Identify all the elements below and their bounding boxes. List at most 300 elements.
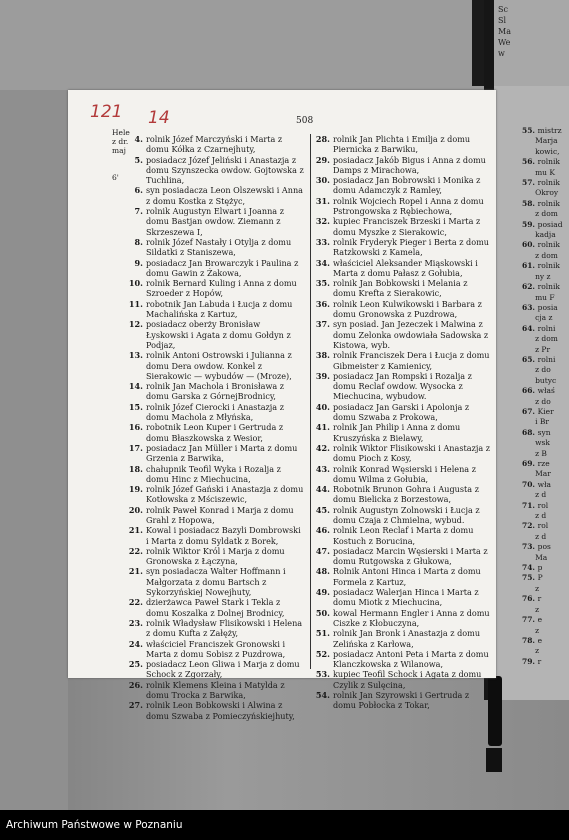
fragment-line (522, 272, 569, 282)
fragment-line (112, 155, 142, 164)
entry-text: rolnik Paweł Konrad i Marja z domu Grahl z Hopowa, (146, 504, 294, 525)
entry-number (522, 584, 535, 593)
entry-number: 79. (522, 656, 538, 666)
register-entry (128, 381, 304, 402)
fragment-line (522, 584, 569, 594)
fragment-line: Ma (498, 27, 511, 36)
register-entry (315, 608, 491, 629)
fragment-line (522, 178, 569, 188)
left-column-entries (128, 134, 304, 721)
entry-number: 73. (522, 542, 538, 552)
register-entry (128, 278, 304, 299)
entry-text: posiadacz Leon Gliwa i Marja z domu Schock z Zgorzały, (146, 659, 300, 680)
register-entry (128, 484, 304, 505)
register-entry (128, 546, 304, 567)
entry-text: rolnik Konrad Węsierski i Helena z domu Wilma z Gołubia, (333, 463, 476, 484)
entry-text: z dom (535, 250, 558, 260)
register-entry (128, 422, 304, 443)
entry-number: 22. (128, 545, 143, 556)
entry-number (522, 168, 535, 177)
entry-number (522, 469, 535, 478)
right-column-entries (315, 134, 491, 711)
entry-number (522, 626, 535, 635)
fragment-line (522, 511, 569, 521)
fragment-line (522, 168, 569, 178)
register-entry (128, 443, 304, 464)
entry-text: i Br (535, 417, 549, 427)
entry-text: rolnik (537, 198, 560, 208)
fragment-line (522, 240, 569, 250)
register-entry (128, 155, 304, 186)
entry-text: z d (535, 511, 547, 521)
register-entry (128, 319, 304, 350)
entry-number: 60. (522, 240, 538, 250)
entry-number: 58. (522, 198, 538, 208)
fragment-line (522, 542, 569, 552)
entry-text: rolnik Wojciech Ropel i Anna z domu Pstrongowska z Rębiechowa, (333, 195, 484, 217)
entry-text: e (537, 615, 543, 625)
fragment-line (522, 209, 569, 219)
entry-text: rolnik Wiktor Król i Marja z domu Gronowska z Łączyna, (146, 545, 285, 567)
entry-number: 48. (315, 566, 330, 577)
register-entry (128, 237, 304, 258)
entry-number: 42. (315, 442, 330, 453)
entry-number: 47. (315, 545, 330, 556)
register-entry (315, 669, 491, 690)
entry-text: posiadacz Józef Jeliński i Anastazja z domu Szynszecka owdow. Gojtowska z Tuchlina, (146, 154, 304, 186)
register-entry (315, 237, 491, 258)
entry-number: 77. (522, 615, 538, 625)
fragment-line (522, 480, 569, 490)
entry-text: syn posiad. Jan Jezeczek i Malwina z domu Zelonka owdowiała Sadowska z Kistowa, wyb. (333, 319, 489, 350)
entry-number: 37. (315, 319, 330, 330)
right-page-fragment (522, 126, 569, 667)
register-entry (315, 690, 491, 711)
fragment-line (522, 157, 569, 167)
fragment-line (522, 147, 569, 157)
entry-text: robotnik Leon Kuper i Gertruda z domu Błaszkowska z Wesior, (146, 422, 284, 443)
entry-number: 40. (315, 401, 330, 412)
entry-text: syn posiadacza Walter Hoffmann i Małgorzata z domu Bartsch z Sykorzyńskiej Nowejhuty, (146, 566, 286, 598)
fragment-line (522, 303, 569, 313)
left-page-fragment (112, 128, 142, 182)
entry-text: posiadacz Marcin Węsierski i Marta z domu Rutgowska z Głukowa, (333, 545, 488, 567)
fragment-line: Sc (498, 5, 508, 14)
entry-number: 74. (522, 563, 538, 573)
fragment-line (522, 345, 569, 355)
entry-text: kowal Hermann Engler i Anna z domu Ciszke z Kłobuczyna, (333, 607, 490, 628)
register-entry (128, 597, 304, 618)
entry-number: 7. (134, 206, 143, 217)
entry-text: mu K (535, 167, 555, 177)
register-entry (128, 134, 304, 155)
fragment-line (522, 449, 569, 459)
fragment-line (522, 386, 569, 396)
fragment-line (522, 563, 569, 573)
entry-text: kupiec Teofil Schock i Agata z domu Czylik z Sulęcina, (333, 669, 482, 690)
entry-number (522, 605, 535, 614)
entry-number (522, 147, 535, 156)
entry-number: 51. (315, 628, 330, 639)
entry-number: 10. (128, 278, 143, 289)
entry-text: mistrz (537, 126, 562, 135)
entry-text: rolnik Jan Philip i Anna z domu Kruszyńska z Bielawy, (333, 422, 461, 443)
entry-number: 53. (315, 669, 330, 680)
register-entry (315, 155, 491, 176)
entry-text: rolnik Jan Plichta i Emilja z domu Piernicka z Barwiku, (333, 134, 471, 155)
entry-number: 52. (315, 648, 330, 659)
register-entry (128, 566, 304, 597)
register-entry (315, 402, 491, 423)
entry-number: 61. (522, 261, 538, 271)
entry-number: 28. (315, 134, 330, 144)
entry-text: rol (537, 521, 549, 531)
entry-text: Rolnik Antoni Hinca i Marta z domu Formela z Kartuz, (333, 566, 481, 587)
entry-number: 45. (315, 504, 330, 515)
entry-text: posiadacz Jan Browarczyk i Paulina z domu Gawin z Żakowa, (146, 257, 299, 278)
entry-text: cja z (535, 313, 553, 323)
entry-text: rolnik (537, 157, 560, 167)
register-entry (315, 278, 491, 299)
entry-number: 59. (522, 219, 538, 229)
entry-text: rolnik (537, 240, 560, 250)
register-entry (315, 371, 491, 402)
entry-number (522, 209, 535, 218)
entry-number: 36. (315, 298, 330, 309)
entry-text: rolnik Augustyn Zolnowski i Łucja z domu Czaja z Chmielna, wybud. (333, 504, 480, 525)
fragment-line: z dr. (112, 137, 129, 146)
entry-number: 55. (522, 126, 538, 135)
register-entry (315, 216, 491, 237)
entry-number: 46. (315, 525, 330, 536)
entry-number: 70. (522, 479, 538, 489)
entry-text: rolni (537, 354, 556, 364)
fragment-line (522, 188, 569, 198)
fragment-line (522, 230, 569, 240)
entry-text: rolnik Antoni Ostrowski i Julianna z domu Dera owdow. Konkel z Sierakowic — wybudów — (Mroze), (146, 350, 292, 381)
entry-text: rolnik Józef Marczyński i Marta z domu Kółka z Czarnejhuty, (146, 134, 283, 155)
entry-number (522, 313, 535, 322)
entry-text: Okroy (535, 188, 559, 198)
fragment-line (522, 282, 569, 292)
entry-number: 19. (128, 484, 143, 495)
entry-text: syn (537, 427, 551, 437)
entry-number: 66. (522, 386, 538, 396)
fragment-line (522, 521, 569, 531)
fragment-line (522, 407, 569, 417)
entry-text: rolnik (537, 261, 560, 271)
entry-number: 67. (522, 406, 538, 416)
entry-number: 72. (522, 521, 538, 531)
entry-number: 65. (522, 354, 538, 364)
right-top-paper (492, 0, 569, 86)
entry-text: wsk (535, 438, 550, 448)
fragment-line (522, 532, 569, 542)
entry-number (522, 188, 535, 197)
page-number: 508 (296, 116, 314, 126)
register-entry (315, 196, 491, 217)
register-entry (315, 319, 491, 350)
entry-number: 22. (128, 597, 143, 608)
register-entry (128, 258, 304, 279)
register-entry (128, 299, 304, 320)
entry-number (522, 376, 535, 385)
entry-text: robotnik Jan Labuda i Łucja z domu Machalińska z Kartuz, (146, 298, 293, 320)
entry-number (522, 230, 535, 239)
entry-text: posiadacz Jan Bobrowski i Monika z domu Adamczyk z Ramley, (333, 175, 481, 196)
fragment-line: maj (112, 146, 126, 155)
entry-text: z d (535, 490, 547, 500)
fragment-line (522, 136, 569, 146)
fragment-line (522, 334, 569, 344)
entry-number: 23. (128, 617, 143, 628)
entry-number (522, 293, 535, 302)
entry-number: 32. (315, 216, 330, 227)
register-entry (128, 206, 304, 237)
fragment-line (522, 251, 569, 261)
fragment-line (522, 220, 569, 230)
entry-number (522, 438, 535, 447)
entry-text: posiad (537, 219, 563, 229)
register-entry (315, 464, 491, 485)
entry-text: posiadacz Jan Garski i Apolonja z domu Szwaba z Prokowa, (333, 401, 470, 423)
fragment-line (112, 164, 142, 173)
fragment-line: w (498, 49, 505, 58)
entry-text: kadja (535, 230, 556, 240)
register-entry (315, 587, 491, 608)
entry-text: rolnik Józef Nastały i Otylja z domu Sildatki z Staniszewa, (146, 236, 292, 258)
entry-number: 4. (134, 134, 143, 144)
fragment-line: We (498, 38, 511, 47)
register-entry (315, 175, 491, 196)
fragment-line (522, 636, 569, 646)
fragment-line (522, 646, 569, 656)
right-top-fragment (498, 4, 511, 59)
entry-text: kowic, (535, 146, 560, 156)
entry-number (522, 490, 535, 499)
entry-number: 38. (315, 350, 330, 361)
entry-number (522, 417, 535, 426)
fragment-line (522, 553, 569, 563)
fragment-line (522, 490, 569, 500)
entry-number: 5. (134, 154, 143, 165)
entry-number: 26. (128, 679, 143, 690)
entry-text: rol (537, 500, 549, 510)
entry-text: kupiec Franciszek Brzeski i Marta z domu Myszke z Sierakowic, (333, 216, 481, 237)
register-entry (315, 649, 491, 670)
register-entry (128, 185, 304, 206)
entry-number (522, 553, 535, 562)
fragment-line (522, 615, 569, 625)
left-page-strip (0, 90, 68, 810)
register-entry (315, 443, 491, 464)
entry-text: r (537, 594, 542, 604)
entry-number: 14. (128, 381, 143, 392)
register-entry (128, 505, 304, 526)
entry-text: Mar (535, 469, 551, 479)
register-entry (128, 639, 304, 660)
register-entry (128, 525, 304, 546)
entry-text: chałupnik Teofil Wyka i Rozalja z domu Hinc z Miechucina, (146, 463, 281, 484)
entry-text: z (535, 604, 540, 614)
entry-text: Marja (535, 136, 558, 146)
register-entry (315, 484, 491, 505)
entry-number: 68. (522, 427, 538, 437)
entry-text: Kowal i posiadacz Bazyli Dombrowski i Marta z domu Syldatk z Borek, (146, 525, 301, 546)
entry-number: 15. (128, 401, 143, 412)
entry-number: 69. (522, 459, 538, 468)
register-entry (315, 134, 491, 155)
entry-text: z B (535, 448, 547, 458)
register-entry (315, 525, 491, 546)
register-entry (315, 422, 491, 443)
entry-number: 13. (128, 350, 143, 361)
entry-number (522, 251, 535, 260)
fragment-line (522, 365, 569, 375)
entry-number (522, 511, 535, 520)
entry-text: rolnik (537, 178, 560, 188)
fragment-line (522, 355, 569, 365)
entry-text: ny z (535, 271, 551, 281)
entry-text: rolnik Leon Reclaf i Marta z domu Kostuch z Borucina, (333, 525, 474, 546)
handwritten-number-2: 14 (148, 108, 170, 128)
entry-text: z dom (535, 334, 558, 344)
fragment-line (522, 397, 569, 407)
fragment-line (522, 459, 569, 469)
entry-number (522, 449, 535, 458)
fragment-line (522, 417, 569, 427)
fragment-line (522, 199, 569, 209)
entry-text: posiadacz Antoni Peta i Marta z domu Klanczkowska z Wilanowa, (333, 648, 489, 670)
entry-number (522, 334, 535, 343)
entry-text: z (535, 583, 540, 593)
entry-text: rolnik Bernard Kuling i Anna z domu Szroeder z Hopów, (146, 278, 297, 299)
entry-text: e (537, 635, 543, 645)
fragment-line (522, 293, 569, 303)
register-entry (128, 680, 304, 701)
entry-number (522, 136, 535, 145)
entry-text: rolnik Jan Szyrowski i Gertruda z domu Pobłocka z Tokar, (333, 690, 470, 711)
register-entry (315, 299, 491, 320)
fragment-line: Sl (498, 16, 507, 25)
fragment-line (522, 438, 569, 448)
entry-number: 17. (128, 442, 143, 453)
entry-text: właś (537, 386, 555, 396)
entry-text: rolnik Jan Bobkowski i Melania z domu Krefta z Sierakowic, (333, 278, 468, 299)
fragment-line (522, 657, 569, 667)
entry-number (522, 397, 535, 406)
register-entry (315, 258, 491, 279)
entry-text: rolnik Wiktor Flisikowski i Anastazja z domu Pioch z Kosy, (333, 442, 491, 464)
entry-text: rolnik Klemens Kleina i Matylda z domu Trocka z Barwika, (146, 679, 285, 701)
register-entry (128, 700, 304, 721)
entry-text: butyc (535, 375, 557, 385)
entry-text: rze (537, 459, 550, 468)
entry-number: 34. (315, 257, 330, 268)
entry-number: 35. (315, 278, 330, 289)
entry-text: r (537, 656, 542, 666)
entry-number: 71. (522, 500, 538, 510)
fragment-line: Hele (112, 128, 130, 137)
entry-number: 33. (315, 236, 330, 247)
entry-number: 41. (315, 422, 330, 433)
entry-text: rolnik Leon Kulwikowski i Barbara z domu Gronowska z Puzdrowa, (333, 298, 482, 320)
entry-number: 20. (128, 504, 143, 515)
entry-text: Kier (537, 406, 554, 416)
entry-number: 50. (315, 607, 330, 618)
entry-number (522, 365, 535, 374)
fragment-line (522, 605, 569, 615)
entry-number: 62. (522, 282, 538, 292)
entry-text: wła (537, 479, 551, 489)
entry-number: 30. (315, 175, 330, 186)
entry-number: 64. (522, 323, 538, 333)
entry-number: 12. (128, 319, 143, 330)
entry-text: rolnik (537, 282, 560, 292)
register-entry (315, 505, 491, 526)
entry-text: dzierżawca Paweł Stark i Tekla z domu Koszalka z Dolnej Brodnicy, (146, 597, 285, 618)
register-entry (128, 659, 304, 680)
entry-text: pos (537, 542, 551, 552)
entry-text: rolnik Józef Cierocki i Anastazja z domu Machola z Młyńska, (146, 401, 284, 423)
fragment-line (522, 428, 569, 438)
entry-text: z do (535, 365, 551, 375)
entry-number: 29. (315, 154, 330, 165)
entry-number: 75. (522, 573, 538, 583)
archive-footer (0, 810, 569, 840)
fragment-line (522, 573, 569, 583)
entry-text: posiadacz Jan Rompski i Rozalja z domu Reclaf owdow. Wysocka z Miechucina, wybudow. (333, 370, 472, 402)
entry-text: posia (537, 302, 558, 312)
fragment-line (522, 501, 569, 511)
entry-text: rolnik Fryderyk Pieger i Berta z domu Ratzkowski z Kamela, (333, 236, 489, 258)
entry-number: 57. (522, 178, 538, 188)
entry-number: 18. (128, 463, 143, 474)
entry-text: właściciel Franciszek Gronowski i Marta z domu Sobisz z Puzdrowa, (146, 638, 286, 659)
fragment-line: 6' (112, 173, 119, 182)
entry-text: P (537, 573, 543, 583)
entry-number: 63. (522, 302, 538, 312)
entry-text: z (535, 646, 540, 656)
fragment-line (522, 594, 569, 604)
entry-text: z dom (535, 209, 558, 219)
entry-number: 43. (315, 463, 330, 474)
register-entry (315, 628, 491, 649)
register-entry (128, 464, 304, 485)
fragment-line (522, 313, 569, 323)
entry-text: rolnik Władysław Flisikowski i Helena z domu Kufta z Załęży, (146, 617, 303, 639)
entry-number (522, 272, 535, 281)
entry-text: rolnik Jan Bronk i Anastazja z domu Zelińska z Karłowa, (333, 628, 481, 649)
entry-number: 25. (128, 659, 143, 670)
entry-text: rolnik Leon Bobkowski i Alwina z domu Szwaba z Pomieczyńskiejhuty, (146, 700, 295, 721)
entry-number: 76. (522, 594, 538, 604)
entry-number: 78. (522, 635, 538, 645)
entry-text: rolnik Franciszek Dera i Łucja z domu Gibmeister z Kamienicy, (333, 350, 490, 371)
entry-number: 21. (128, 525, 143, 536)
entry-text: mu F (535, 292, 555, 302)
entry-text: p (537, 563, 543, 573)
entry-number: 8. (134, 236, 143, 247)
entry-number: 56. (522, 157, 538, 167)
fragment-line (522, 376, 569, 386)
binding-edge-top (472, 0, 484, 86)
binder-clip-lower (486, 748, 502, 772)
entry-text: posiadacz Jan Müller i Marta z domu Grzenia z Barwika, (146, 442, 298, 464)
entry-number: 44. (315, 484, 330, 495)
entry-text: Robotnik Brunon Gohra i Augusta z domu Bielicka z Borzestowa, (333, 484, 479, 505)
entry-text: z Pr (535, 344, 551, 354)
